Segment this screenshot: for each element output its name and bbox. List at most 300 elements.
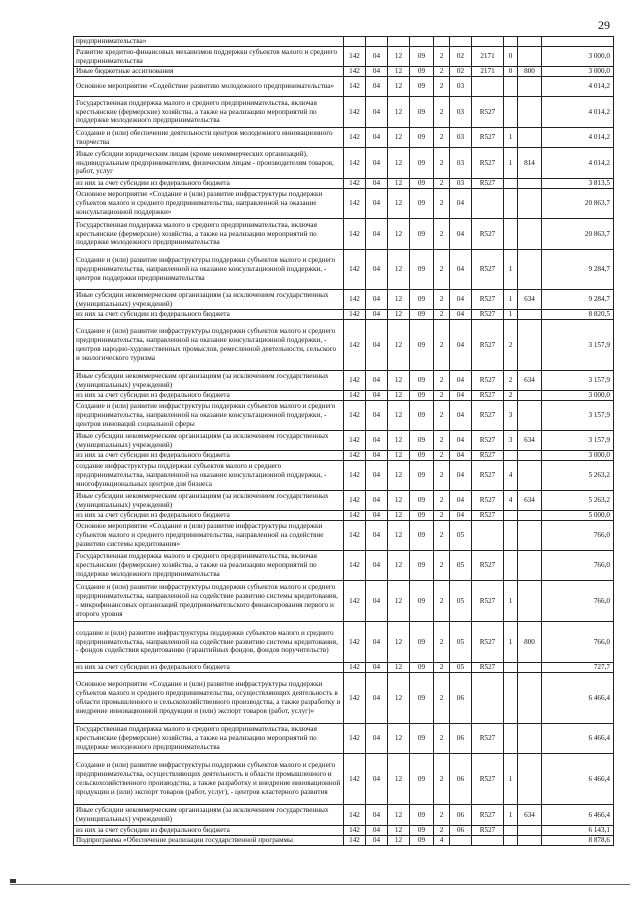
cell-sum: 6 466,4 — [542, 754, 614, 805]
cell-vr — [518, 320, 542, 371]
cell-n — [504, 37, 518, 47]
cell-subprog: 2 — [434, 491, 450, 511]
cell-event: 04 — [450, 219, 472, 250]
cell-vr: 800 — [518, 622, 542, 663]
cell-n: 3 — [504, 401, 518, 431]
table-row — [74, 290, 614, 310]
cell-name: Иные субсидии юридическим лицам (кроме некоммерческих организаций), индивидуальным предпринимателям, физическим лицам - производителям товаров, работ, услуг — [74, 148, 344, 179]
cell-prog: 09 — [410, 451, 434, 461]
cell-n: 1 — [504, 310, 518, 320]
cell-section: 04 — [366, 148, 388, 179]
cell-name: Создание и (или) развитие инфраструктуры поддержки субъектов малого и среднего предпринимательства, осуществляющих деятельность в области промышленного и сельскохозяйственного производства, а также разработку и внедрение инновационной продукции и (или) экспорт товаров (работ, услуг), - центров кластерного развития — [74, 754, 344, 805]
cell-vr — [518, 551, 542, 581]
cell-dir: R527 — [472, 250, 504, 290]
table-row — [74, 521, 614, 551]
cell-admin — [344, 37, 366, 47]
cell-name: Основное мероприятие «Создание и (или) развитие инфраструктуры поддержки субъектов малого и среднего предпринимательства, направленной на оказание консультационной поддержки» — [74, 189, 344, 219]
cell-section: 04 — [366, 511, 388, 521]
cell-dir: R527 — [472, 511, 504, 521]
cell-prog: 09 — [410, 47, 434, 67]
cell-subsection: 12 — [388, 47, 410, 67]
cell-section: 04 — [366, 128, 388, 148]
cell-subsection: 12 — [388, 451, 410, 461]
cell-subsection: 12 — [388, 724, 410, 754]
cell-subsection: 12 — [388, 97, 410, 128]
cell-n — [504, 189, 518, 219]
cell-name: Создание и (или) развитие инфраструктуры поддержки субъектов малого и среднего предпринимательства, направленной на оказание консультационной поддержки, - центров народно-художественных промыслов, ремесленной деятельности, сельского и экологического туризма — [74, 320, 344, 371]
cell-subprog: 2 — [434, 551, 450, 581]
cell-admin: 142 — [344, 521, 366, 551]
cell-dir: 2171 — [472, 47, 504, 67]
cell-subsection: 12 — [388, 401, 410, 431]
cell-sum: 3 000,0 — [542, 451, 614, 461]
cell-dir — [472, 37, 504, 47]
cell-name: Иные субсидии некоммерческим организациям (за исключением государственных (муниципальных) учреждений) — [74, 805, 344, 826]
cell-name: создание инфраструктуры поддержки субъектов малого и среднего предпринимательства, направленной на оказание консультационной поддержки, - многофункциональных центров для бизнеса — [74, 461, 344, 491]
cell-prog: 09 — [410, 754, 434, 805]
cell-n — [504, 551, 518, 581]
cell-dir: R527 — [472, 128, 504, 148]
cell-vr — [518, 77, 542, 97]
table-row — [74, 179, 614, 189]
cell-dir — [472, 189, 504, 219]
cell-name: Основное мероприятие «Содействие развитию молодежного предпринимательства» — [74, 77, 344, 97]
cell-event: 04 — [450, 431, 472, 451]
cell-subprog: 2 — [434, 511, 450, 521]
cell-sum: 6 466,4 — [542, 673, 614, 724]
cell-prog: 09 — [410, 622, 434, 663]
cell-section: 04 — [366, 805, 388, 826]
cell-vr — [518, 179, 542, 189]
cell-vr — [518, 391, 542, 401]
cell-prog: 09 — [410, 461, 434, 491]
cell-prog: 09 — [410, 371, 434, 391]
cell-admin: 142 — [344, 371, 366, 391]
cell-admin: 142 — [344, 67, 366, 77]
table-row — [74, 826, 614, 836]
cell-vr — [518, 826, 542, 836]
cell-event: 03 — [450, 97, 472, 128]
cell-subprog: 2 — [434, 219, 450, 250]
cell-section: 04 — [366, 551, 388, 581]
cell-subprog: 2 — [434, 754, 450, 805]
cell-section: 04 — [366, 754, 388, 805]
cell-vr: 634 — [518, 431, 542, 451]
cell-subprog: 2 — [434, 371, 450, 391]
cell-admin: 142 — [344, 320, 366, 371]
cell-name: Иные бюджетные ассигнования — [74, 67, 344, 77]
cell-n: 1 — [504, 148, 518, 179]
cell-event: 04 — [450, 189, 472, 219]
cell-admin: 142 — [344, 401, 366, 431]
cell-admin: 142 — [344, 491, 366, 511]
cell-n: 0 — [504, 67, 518, 77]
cell-subsection: 12 — [388, 663, 410, 673]
cell-subprog: 2 — [434, 290, 450, 310]
cell-dir: R527 — [472, 148, 504, 179]
cell-subsection: 12 — [388, 148, 410, 179]
cell-prog: 09 — [410, 805, 434, 826]
cell-n: 3 — [504, 431, 518, 451]
table-row — [74, 805, 614, 826]
cell-prog — [410, 37, 434, 47]
cell-vr — [518, 37, 542, 47]
cell-prog: 09 — [410, 581, 434, 622]
cell-event: 06 — [450, 724, 472, 754]
cell-dir: R527 — [472, 581, 504, 622]
cell-event: 04 — [450, 250, 472, 290]
table-row — [74, 673, 614, 724]
cell-n — [504, 451, 518, 461]
cell-subsection: 12 — [388, 128, 410, 148]
cell-admin: 142 — [344, 551, 366, 581]
cell-event: 04 — [450, 320, 472, 371]
table-row — [74, 491, 614, 511]
cell-prog: 09 — [410, 77, 434, 97]
cell-prog: 09 — [410, 431, 434, 451]
cell-n — [504, 663, 518, 673]
table-row — [74, 310, 614, 320]
cell-section: 04 — [366, 47, 388, 67]
cell-section: 04 — [366, 290, 388, 310]
cell-event: 06 — [450, 805, 472, 826]
cell-name: из них за счет субсидии из федерального бюджета — [74, 391, 344, 401]
table-row — [74, 97, 614, 128]
budget-table — [73, 36, 614, 846]
cell-dir: R527 — [472, 754, 504, 805]
cell-section: 04 — [366, 320, 388, 371]
cell-section: 04 — [366, 250, 388, 290]
cell-subsection: 12 — [388, 581, 410, 622]
cell-vr — [518, 724, 542, 754]
table-row — [74, 511, 614, 521]
cell-event: 02 — [450, 67, 472, 77]
cell-prog: 09 — [410, 148, 434, 179]
cell-name: создание и (или) развитие инфраструктуры поддержки субъектов малого и среднего предпринимательства, направленной на содействие развитию системы кредитования, - фондов содействия кредитованию (гарантийных фондов, фондов поручительств) — [74, 622, 344, 663]
cell-prog: 09 — [410, 724, 434, 754]
cell-vr — [518, 521, 542, 551]
cell-sum: 5 263,2 — [542, 491, 614, 511]
cell-event: 04 — [450, 391, 472, 401]
cell-name: из них за счет субсидии из федерального бюджета — [74, 511, 344, 521]
cell-subprog: 2 — [434, 826, 450, 836]
cell-sum: 20 863,7 — [542, 219, 614, 250]
cell-subsection: 12 — [388, 551, 410, 581]
cell-name: предпринимательства» — [74, 37, 344, 47]
cell-prog: 09 — [410, 826, 434, 836]
cell-subprog: 2 — [434, 391, 450, 401]
table-row — [74, 391, 614, 401]
cell-dir: R527 — [472, 320, 504, 371]
cell-subsection: 12 — [388, 491, 410, 511]
cell-name: Основное мероприятие «Создание и (или) развитие инфраструктуры поддержки субъектов малого и среднего предпринимательства, осуществляющих деятельность в области промышленного и сельскохозяйственного производства, а также разработку и внедрение инновационной продукции и (или) экспорт товаров (работ, услуг)» — [74, 673, 344, 724]
table-row — [74, 219, 614, 250]
cell-vr — [518, 754, 542, 805]
cell-section — [366, 37, 388, 47]
cell-n — [504, 179, 518, 189]
table-row — [74, 724, 614, 754]
cell-n: 1 — [504, 128, 518, 148]
cell-admin: 142 — [344, 663, 366, 673]
cell-name: Государственная поддержка малого и среднего предпринимательства, включая крестьянские (фермерские) хозяйства, а также на реализацию мероприятий по поддержке молодежного предпринимательства — [74, 219, 344, 250]
cell-vr — [518, 836, 542, 846]
cell-prog: 09 — [410, 97, 434, 128]
cell-prog: 09 — [410, 491, 434, 511]
cell-subsection: 12 — [388, 310, 410, 320]
cell-n: 2 — [504, 391, 518, 401]
table-row — [74, 37, 614, 47]
cell-subprog: 2 — [434, 805, 450, 826]
cell-admin: 142 — [344, 451, 366, 461]
cell-name: из них за счет субсидии из федерального бюджета — [74, 451, 344, 461]
cell-vr — [518, 401, 542, 431]
cell-prog: 09 — [410, 290, 434, 310]
cell-event: 05 — [450, 521, 472, 551]
cell-name: Государственная поддержка малого и среднего предпринимательства, включая крестьянские (фермерские) хозяйства, а также на реализацию мероприятий по поддержке молодежного предпринимательства — [74, 551, 344, 581]
cell-section: 04 — [366, 673, 388, 724]
cell-section: 04 — [366, 581, 388, 622]
cell-dir: R527 — [472, 401, 504, 431]
cell-subsection: 12 — [388, 521, 410, 551]
cell-event: 04 — [450, 371, 472, 391]
cell-section: 04 — [366, 97, 388, 128]
cell-n: 0 — [504, 47, 518, 67]
cell-prog: 09 — [410, 219, 434, 250]
table-row — [74, 77, 614, 97]
cell-dir: R527 — [472, 431, 504, 451]
cell-vr — [518, 461, 542, 491]
cell-section: 04 — [366, 521, 388, 551]
cell-dir: R527 — [472, 724, 504, 754]
cell-event — [450, 37, 472, 47]
cell-n — [504, 724, 518, 754]
cell-section: 04 — [366, 219, 388, 250]
cell-section: 04 — [366, 401, 388, 431]
cell-section: 04 — [366, 77, 388, 97]
cell-vr: 634 — [518, 491, 542, 511]
cell-dir: R527 — [472, 371, 504, 391]
cell-prog: 09 — [410, 521, 434, 551]
cell-name: Иные субсидии некоммерческим организациям (за исключением государственных (муниципальных) учреждений) — [74, 371, 344, 391]
cell-event: 06 — [450, 754, 472, 805]
cell-sum: 3 813,5 — [542, 179, 614, 189]
table-row — [74, 836, 614, 846]
table-row — [74, 451, 614, 461]
cell-subprog: 2 — [434, 581, 450, 622]
cell-subsection: 12 — [388, 189, 410, 219]
cell-name: Создание и (или) обеспечение деятельности центров молодежного инновационного творчества — [74, 128, 344, 148]
cell-subsection: 12 — [388, 622, 410, 663]
cell-vr: 634 — [518, 805, 542, 826]
cell-sum: 3 157,9 — [542, 431, 614, 451]
cell-subprog: 2 — [434, 189, 450, 219]
cell-name: Создание и (или) развитие инфраструктуры поддержки субъектов малого и среднего предпринимательства, направленной на содействие развитию системы кредитования, - микрофинансовых организаций предпринимательского финансирования первого и второго уровня — [74, 581, 344, 622]
cell-n: 2 — [504, 371, 518, 391]
cell-admin: 142 — [344, 179, 366, 189]
cell-subsection: 12 — [388, 673, 410, 724]
cell-event: 03 — [450, 179, 472, 189]
cell-admin: 142 — [344, 836, 366, 846]
cell-vr: 634 — [518, 371, 542, 391]
cell-dir: R527 — [472, 391, 504, 401]
table-row — [74, 148, 614, 179]
cell-sum: 3 157,9 — [542, 401, 614, 431]
page-number: 29 — [598, 18, 610, 32]
cell-vr — [518, 47, 542, 67]
cell-subprog: 2 — [434, 663, 450, 673]
cell-subprog: 2 — [434, 401, 450, 431]
cell-event: 04 — [450, 491, 472, 511]
cell-section: 04 — [366, 491, 388, 511]
cell-vr — [518, 128, 542, 148]
cell-sum: 9 284,7 — [542, 290, 614, 310]
cell-subprog: 2 — [434, 148, 450, 179]
cell-n — [504, 521, 518, 551]
cell-dir: R527 — [472, 461, 504, 491]
cell-subprog — [434, 37, 450, 47]
table-row — [74, 431, 614, 451]
table-row — [74, 551, 614, 581]
cell-vr — [518, 581, 542, 622]
cell-vr — [518, 189, 542, 219]
cell-name: из них за счет субсидии из федерального бюджета — [74, 179, 344, 189]
table-row — [74, 47, 614, 67]
cell-vr — [518, 310, 542, 320]
footer-rule — [10, 884, 630, 885]
cell-event: 03 — [450, 148, 472, 179]
cell-vr — [518, 673, 542, 724]
cell-sum: 3 000,0 — [542, 391, 614, 401]
cell-name: Государственная поддержка малого и среднего предпринимательства, включая крестьянские (фермерские) хозяйства, а также на реализацию мероприятий по поддержке молодежного предпринимательства — [74, 724, 344, 754]
cell-subsection: 12 — [388, 77, 410, 97]
table-row — [74, 371, 614, 391]
cell-section: 04 — [366, 622, 388, 663]
cell-n: 1 — [504, 805, 518, 826]
cell-sum: 4 014,2 — [542, 97, 614, 128]
cell-admin: 142 — [344, 97, 366, 128]
cell-subprog: 2 — [434, 67, 450, 77]
cell-subprog: 2 — [434, 310, 450, 320]
cell-dir — [472, 836, 504, 846]
cell-sum: 20 863,7 — [542, 189, 614, 219]
cell-dir: R527 — [472, 219, 504, 250]
cell-dir — [472, 673, 504, 724]
cell-subsection: 12 — [388, 805, 410, 826]
cell-admin: 142 — [344, 250, 366, 290]
cell-n: 1 — [504, 250, 518, 290]
cell-name: Основное мероприятие «Создание и (или) развитие инфраструктуры поддержки субъектов малого и среднего предпринимательства, направленной на содействие развитию системы кредитования» — [74, 521, 344, 551]
cell-section: 04 — [366, 391, 388, 401]
cell-admin: 142 — [344, 754, 366, 805]
cell-event: 06 — [450, 826, 472, 836]
cell-n — [504, 826, 518, 836]
cell-subsection: 12 — [388, 511, 410, 521]
cell-event: 04 — [450, 461, 472, 491]
cell-subprog: 2 — [434, 673, 450, 724]
cell-subprog: 2 — [434, 320, 450, 371]
cell-n: 4 — [504, 491, 518, 511]
table-row — [74, 320, 614, 371]
cell-sum: 4 014,2 — [542, 128, 614, 148]
cell-admin: 142 — [344, 622, 366, 663]
cell-name: Иные субсидии некоммерческим организациям (за исключением государственных (муниципальных) учреждений) — [74, 431, 344, 451]
cell-sum: 6 466,4 — [542, 805, 614, 826]
cell-subsection — [388, 37, 410, 47]
cell-vr: 634 — [518, 290, 542, 310]
cell-vr — [518, 511, 542, 521]
cell-vr — [518, 219, 542, 250]
cell-name: Иные субсидии некоммерческим организациям (за исключением государственных (муниципальных) учреждений) — [74, 491, 344, 511]
cell-name: из них за счет субсидии из федерального бюджета — [74, 826, 344, 836]
cell-subsection: 12 — [388, 431, 410, 451]
cell-subsection: 12 — [388, 219, 410, 250]
cell-sum: 8 878,6 — [542, 836, 614, 846]
cell-sum: 5 263,2 — [542, 461, 614, 491]
cell-n — [504, 673, 518, 724]
cell-subsection: 12 — [388, 371, 410, 391]
cell-event: 05 — [450, 551, 472, 581]
cell-prog: 09 — [410, 391, 434, 401]
cell-section: 04 — [366, 826, 388, 836]
cell-subprog: 2 — [434, 724, 450, 754]
cell-n — [504, 219, 518, 250]
cell-event: 03 — [450, 128, 472, 148]
cell-admin: 142 — [344, 128, 366, 148]
cell-subprog: 2 — [434, 250, 450, 290]
cell-n: 1 — [504, 290, 518, 310]
cell-name: Создание и (или) развитие инфраструктуры поддержки субъектов малого и среднего предпринимательства, направленной на оказание консультационной поддержки, - центров поддержки предпринимательства — [74, 250, 344, 290]
cell-event — [450, 836, 472, 846]
cell-event: 06 — [450, 673, 472, 724]
cell-event: 04 — [450, 511, 472, 521]
cell-dir — [472, 77, 504, 97]
table-row — [74, 622, 614, 663]
table-row — [74, 663, 614, 673]
cell-event: 05 — [450, 581, 472, 622]
cell-admin: 142 — [344, 511, 366, 521]
cell-sum: 9 284,7 — [542, 250, 614, 290]
cell-admin: 142 — [344, 391, 366, 401]
cell-section: 04 — [366, 724, 388, 754]
cell-sum: 766,0 — [542, 581, 614, 622]
cell-name: Развитие кредитно-финансовых механизмов поддержки субъектов малого и среднего предпринимательства — [74, 47, 344, 67]
cell-name: из них за счет субсидии из федерального бюджета — [74, 310, 344, 320]
cell-section: 04 — [366, 189, 388, 219]
cell-admin: 142 — [344, 461, 366, 491]
cell-subprog: 2 — [434, 97, 450, 128]
cell-event: 05 — [450, 622, 472, 663]
cell-prog: 09 — [410, 179, 434, 189]
cell-n: 2 — [504, 320, 518, 371]
cell-dir: R527 — [472, 97, 504, 128]
cell-dir: R527 — [472, 663, 504, 673]
cell-subprog: 2 — [434, 77, 450, 97]
cell-dir: R527 — [472, 551, 504, 581]
cell-subprog: 4 — [434, 836, 450, 846]
cell-section: 04 — [366, 431, 388, 451]
table-row — [74, 581, 614, 622]
cell-event: 04 — [450, 451, 472, 461]
cell-sum: 6 466,4 — [542, 724, 614, 754]
cell-dir: R527 — [472, 805, 504, 826]
table-row — [74, 189, 614, 219]
cell-prog: 09 — [410, 836, 434, 846]
cell-name: из них за счет субсидии из федерального бюджета — [74, 663, 344, 673]
cell-subprog: 2 — [434, 622, 450, 663]
cell-prog: 09 — [410, 189, 434, 219]
cell-n — [504, 836, 518, 846]
cell-event: 04 — [450, 310, 472, 320]
